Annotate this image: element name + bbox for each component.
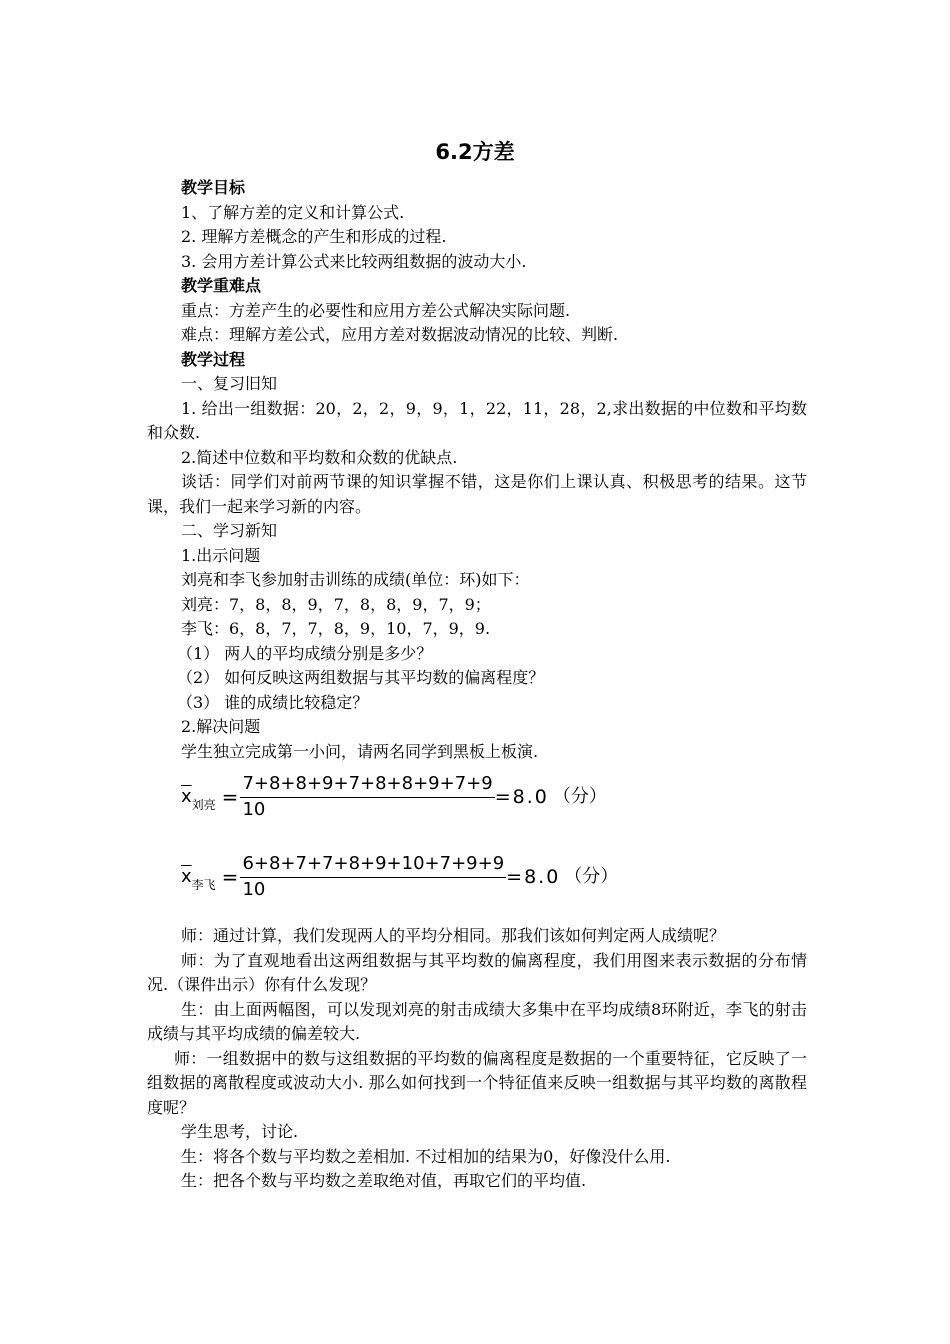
dialogue-paragraph: 生：由上面两幅图，可以发现刘亮的射击成绩大多集中在平均成绩8环附近，李飞的射击成绩与其平均成绩的偏差较大. bbox=[147, 999, 807, 1043]
equals-sign: = bbox=[221, 784, 239, 809]
mean-formula-liu bbox=[147, 764, 807, 830]
question-item: （3） 谁的成绩比较稳定？ bbox=[177, 692, 369, 712]
fraction bbox=[240, 772, 494, 822]
unit: （分） bbox=[552, 785, 607, 807]
mean-formula-li bbox=[147, 844, 807, 910]
solve-heading: 2.解决问题 bbox=[181, 717, 261, 736]
li-scores: 李飞：6，8，7，7，8，9，10，7，9，9. bbox=[181, 619, 491, 638]
denominator: 10 bbox=[242, 879, 266, 900]
talk-paragraph: 谈话：同学们对前两节课的知识掌握不错，这是你们上课认真、积极思考的结果。这节课，我们一起来学习新的内容。 bbox=[147, 472, 807, 516]
numerator: 6+8+7+7+8+9+10+7+9+9 bbox=[240, 852, 506, 878]
problem-intro: 刘亮和李飞参加射击训练的成绩(单位：环)如下： bbox=[181, 570, 530, 589]
page-title: 6.2方差 bbox=[435, 140, 515, 164]
dialogue-line: 生：把各个数与平均数之差取绝对值，再取它们的平均值. bbox=[181, 1171, 587, 1190]
dialogue-paragraph: 师：一组数据中的数与这组数据的平均数的偏离程度是数据的一个重要特征，它反映了一组数据的离散程度或波动大小. 那么如何找到一个特征值来反映一组数据与其平均数的离散程度呢？ bbox=[147, 1048, 807, 1117]
objective-item: 1、了解方差的定义和计算公式. bbox=[181, 202, 405, 222]
result: =8.0 bbox=[494, 785, 549, 808]
mean-subscript: 李飞 bbox=[191, 877, 216, 892]
dialogue-line: 生：将各个数与平均数之差相加. 不过相加的结果为0，好像没什么用. bbox=[181, 1146, 671, 1166]
dialogue-paragraph: 师：为了直观地看出这两组数据与其平均数的偏离程度，我们用图来表示数据的分布情况.（课件出示）你有什么发现？ bbox=[147, 950, 807, 994]
spacer bbox=[147, 830, 807, 844]
document-body bbox=[147, 176, 807, 1194]
dialogue-paragraph: 师：通过计算，我们发现两人的平均分相同。那我们该如何判定两人成绩呢？ bbox=[181, 926, 726, 945]
equals-sign: = bbox=[221, 864, 239, 889]
part-review-heading: 一、复习旧知 bbox=[181, 374, 278, 393]
mean-subscript: 刘亮 bbox=[191, 797, 216, 812]
unit: （分） bbox=[564, 865, 619, 887]
part-new-heading: 二、学习新知 bbox=[181, 521, 278, 540]
dialogue-line: 学生思考，讨论. bbox=[181, 1122, 299, 1141]
key-point-item: 难点：理解方差公式，应用方差对数据波动情况的比较、判断. bbox=[181, 325, 619, 344]
spacer bbox=[147, 910, 807, 924]
question-item: （1） 两人的平均成绩分别是多少？ bbox=[177, 643, 433, 663]
result: =8.0 bbox=[506, 865, 561, 888]
solve-intro: 学生独立完成第一小问，请两名同学到黑板上板演. bbox=[181, 741, 539, 761]
show-problem-heading: 1.出示问题 bbox=[181, 545, 261, 565]
question-item: （2） 如何反映这两组数据与其平均数的偏离程度？ bbox=[177, 668, 545, 687]
heading-process: 教学过程 bbox=[181, 349, 246, 369]
fraction bbox=[240, 852, 506, 902]
mean-symbol: $\overline{x}$ bbox=[181, 865, 192, 887]
review-question-1: 1. 给出一组数据：20，2，2，9，9，1，22，11，28，2,求出数据的中位数和平均数和众数. bbox=[147, 398, 807, 442]
heading-objectives: 教学目标 bbox=[181, 178, 246, 197]
liu-scores: 刘亮：7，8，8，9，7，8，8，9，7，9； bbox=[181, 594, 491, 614]
objective-item: 3. 会用方差计算公式来比较两组数据的波动大小. bbox=[181, 251, 527, 271]
mean-symbol: $\overline{x}$ bbox=[181, 785, 192, 807]
review-question-2: 2.简述中位数和平均数和众数的优缺点. bbox=[181, 447, 458, 467]
heading-key-points: 教学重难点 bbox=[181, 276, 262, 295]
numerator: 7+8+8+9+7+8+8+9+7+9 bbox=[240, 772, 494, 798]
objective-item: 2. 理解方差概念的产生和形成的过程. bbox=[181, 227, 447, 246]
key-point-item: 重点：方差产生的必要性和应用方差公式解决实际问题. bbox=[181, 300, 571, 320]
denominator: 10 bbox=[242, 799, 266, 820]
